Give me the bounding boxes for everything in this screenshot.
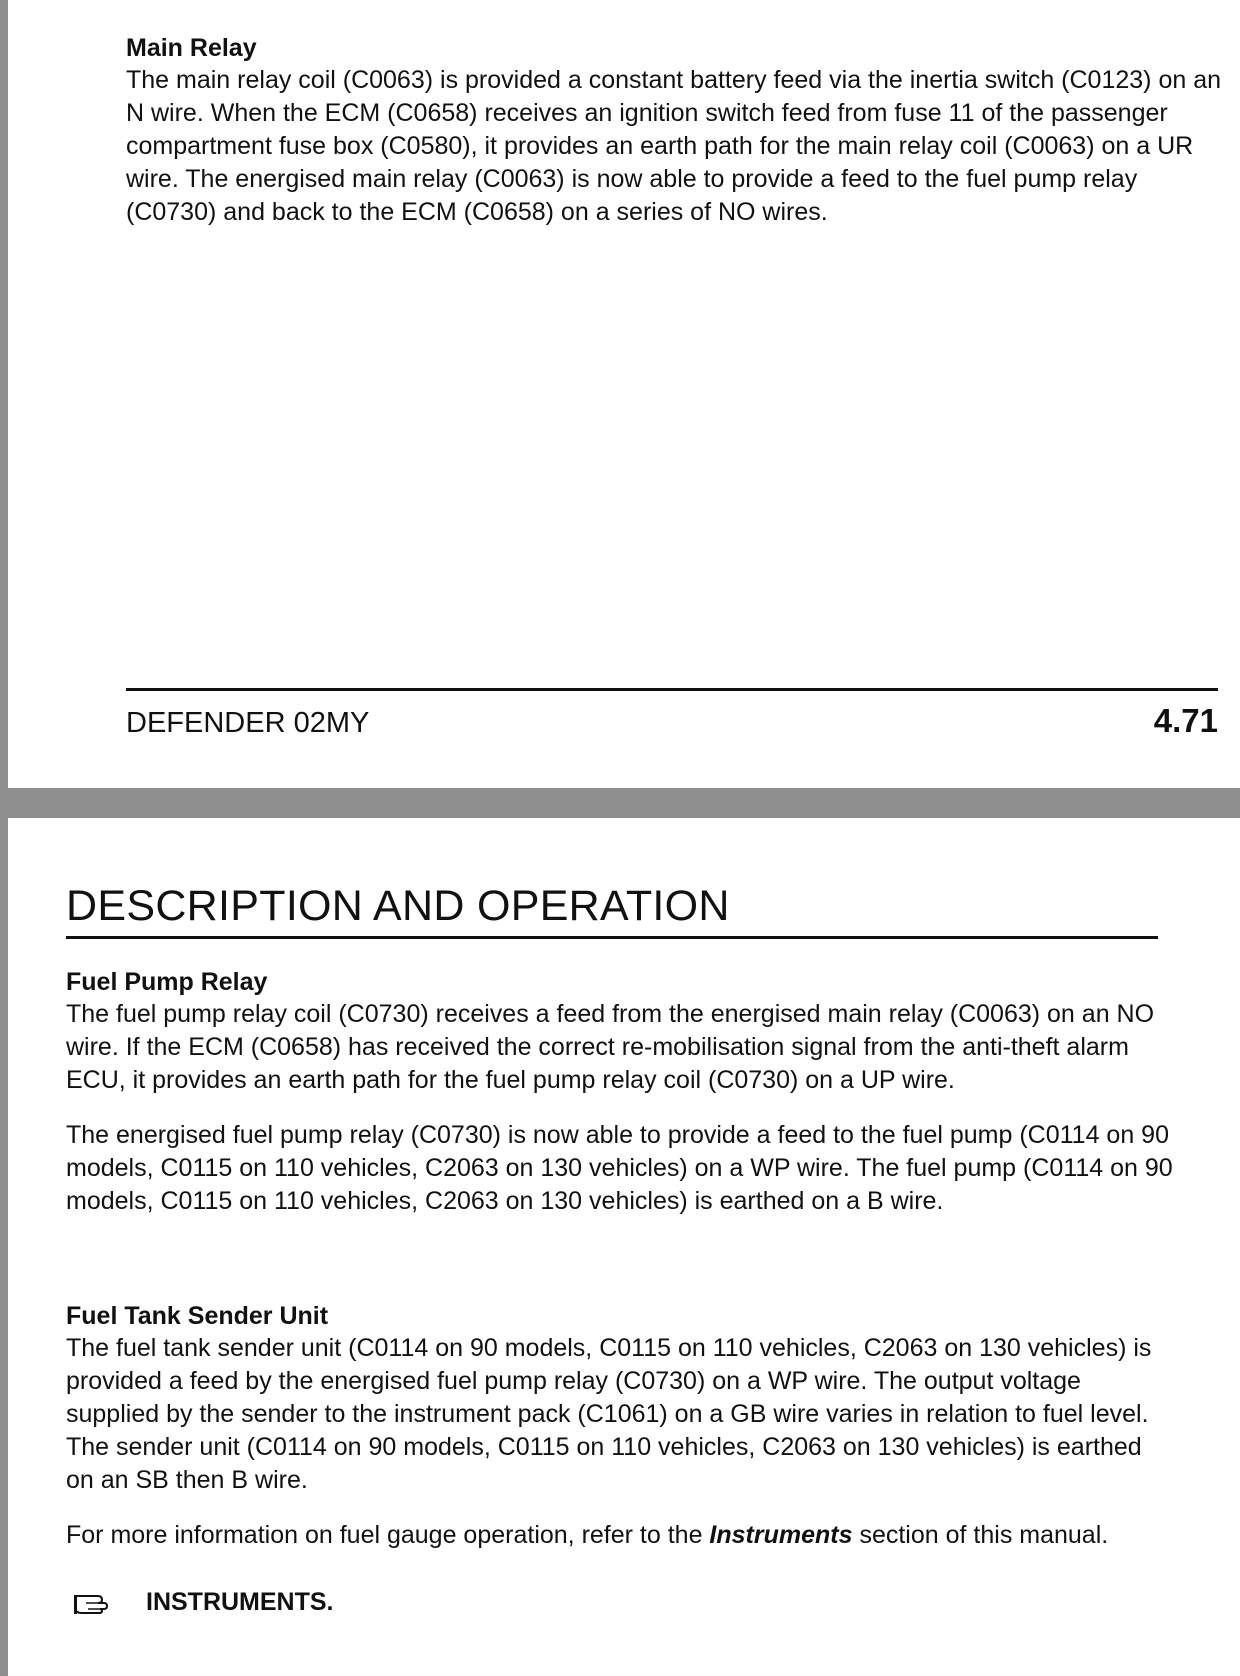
more-info-text-after: section of this manual. bbox=[852, 1521, 1109, 1549]
fuel-pump-relay-paragraph-2: The energised fuel pump relay (C0730) is now able to provide a feed to the fuel pump (C0114 on 90 models, C0115 on 110 vehicles, C2063 on 130 vehicles) on a WP wire. The fuel pump (C0114 on 90 models, C0115 on 110 vehicles, C2063 on 130 vehicles) is earthed on a B wire. bbox=[66, 1121, 1173, 1215]
footer-title: DEFENDER 02MY bbox=[126, 707, 370, 739]
fuel-tank-sender-paragraph: The fuel tank sender unit (C0114 on 90 models, C0115 on 110 vehicles, C2063 on 130 vehicles) is provided a feed by the energised fuel pump relay (C0730) on a WP wire. The output voltage supplied by the sender to the instrument pack (C1061) on a GB wire varies in relation to fuel level. The sender unit (C0114 on 90 models, C0115 on 110 vehicles, C2063 on 130 vehicles) is earthed on an SB then B wire. bbox=[66, 1334, 1152, 1494]
fuel-pump-relay-paragraph-1: The fuel pump relay coil (C0730) receives a feed from the energised main relay (C0063) on an NO wire. If the ECM (C0658) has received the correct re-mobilisation signal from the anti-theft alarm ECU, it provides an earth path for the fuel pump relay coil (C0730) on a UP wire. bbox=[66, 1000, 1155, 1094]
main-relay-heading: Main Relay bbox=[126, 34, 257, 62]
more-info-paragraph bbox=[66, 1519, 1176, 1552]
pointing-hand-icon bbox=[74, 1592, 114, 1614]
page-4-71 bbox=[8, 0, 1240, 788]
main-relay-paragraph: The main relay coil (C0063) is provided a constant battery feed via the inertia switch (C0123) on an N wire. When the ECM (C0658) receives an ignition switch feed from fuse 11 of the passenger compartment fuse box (C0580), it provides an earth path for the main relay coil (C0063) on a UR wire. The energised main relay (C0063) is now able to provide a feed to the fuel pump relay (C0730) and back to the ECM (C0658) on a series of NO wires. bbox=[126, 66, 1222, 226]
instruments-reference-link[interactable]: Instruments bbox=[709, 1521, 853, 1549]
next-page bbox=[8, 818, 1240, 1676]
main-relay-section bbox=[126, 32, 1226, 229]
fuel-pump-relay-section bbox=[66, 966, 1176, 1218]
cross-reference-label: INSTRUMENTS. bbox=[146, 1588, 334, 1616]
more-info-text-before: For more information on fuel gauge operation, refer to the bbox=[66, 1521, 710, 1549]
instruments-cross-reference[interactable] bbox=[74, 1588, 334, 1617]
section-title-underline bbox=[66, 936, 1158, 939]
fuel-tank-sender-heading: Fuel Tank Sender Unit bbox=[66, 1302, 329, 1330]
page-number: 4.71 bbox=[1153, 702, 1218, 739]
section-title: DESCRIPTION AND OPERATION bbox=[66, 882, 730, 930]
footer-divider bbox=[126, 688, 1218, 691]
fuel-tank-sender-section bbox=[66, 1300, 1176, 1552]
fuel-pump-relay-heading: Fuel Pump Relay bbox=[66, 968, 268, 996]
